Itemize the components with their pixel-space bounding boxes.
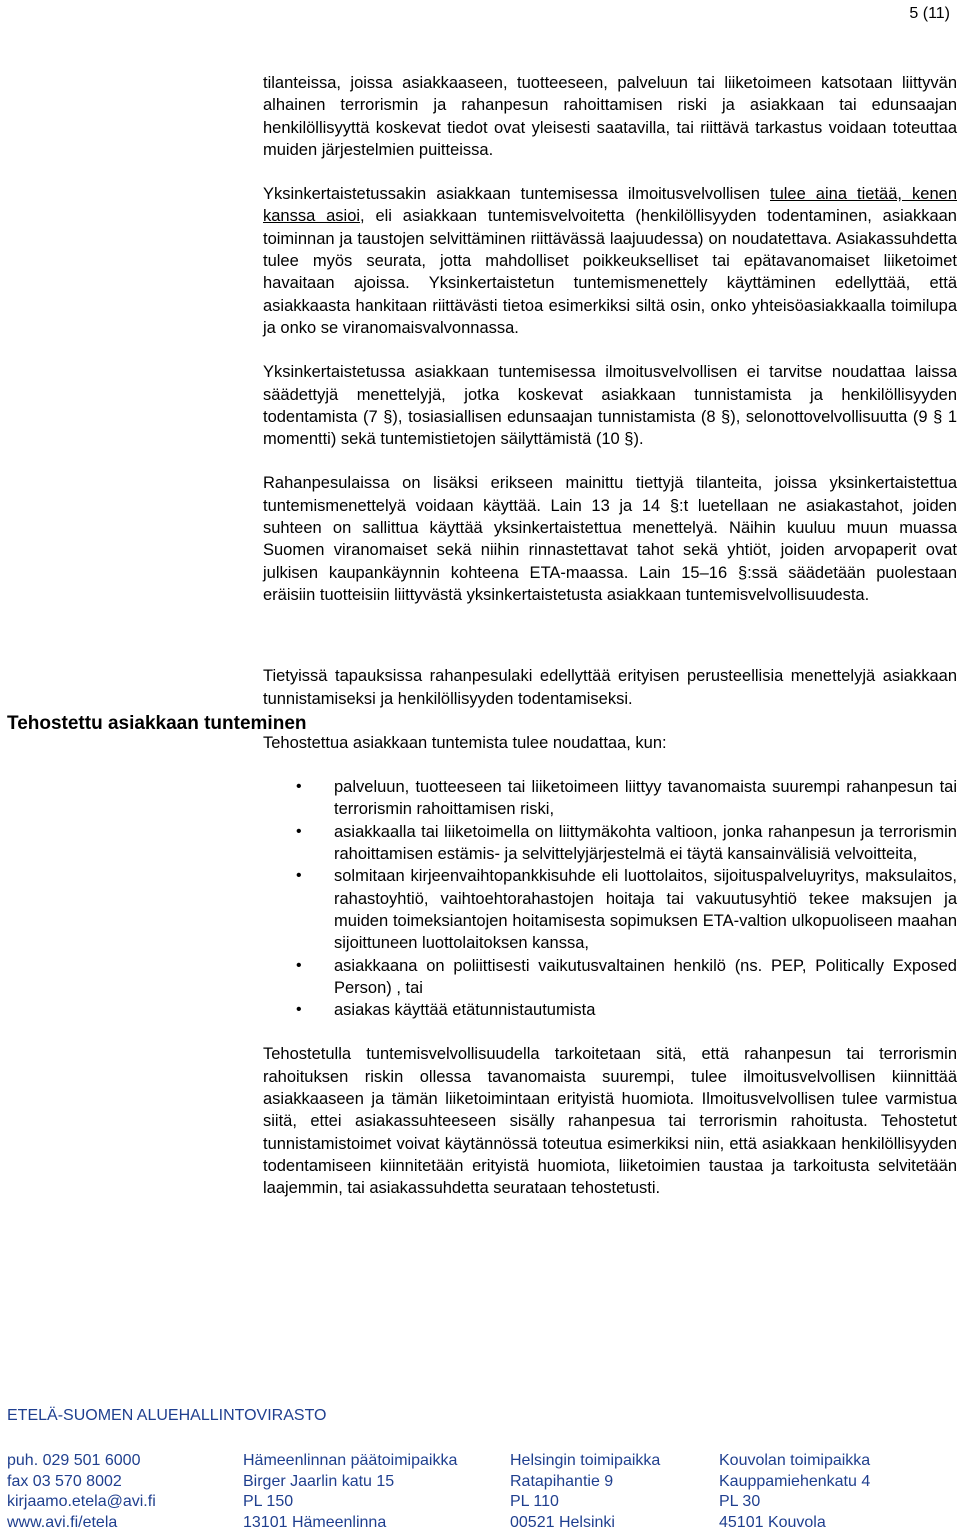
office-name: Hämeenlinnan päätoimipaikka	[243, 1452, 458, 1469]
footer-office-kouvola	[719, 1451, 870, 1534]
paragraph-text: , eli asiakkaan tuntemisvelvoitetta (henkilöllisyyden todentaminen, asiakkaan toiminnan ja taustojen selvittäminen riittävässä laajuudessa) on noudatettava. Asiakassuhdetta tulee myös seurata, jotta mahdolliset poikkeukselliset tai epätavanomaiset liiketoimet havaitaan ajoissa. Yksinkertaistetun tuntemismenettely käyttäminen edellyttää, että asiakkaasta hankitaan riittävästi tietoa esimerkiksi siltä osin, onko yhteisöasiakkaalla toimilupa ja onko se viranomaisvalvonnassa.	[263, 207, 957, 337]
agency-name: ETELÄ-SUOMEN ALUEHALLINTOVIRASTO	[7, 1407, 327, 1424]
footer-email-link[interactable]: kirjaamo.etela@avi.fi	[7, 1493, 156, 1511]
paragraph-enhanced-intro: Tietyissä tapauksissa rahanpesulaki edellyttää erityisen perusteellisia menettelyjä asiakkaan tunnistamiseksi ja henkilöllisyyden todentamiseksi.	[263, 667, 957, 708]
office-name: Kouvolan toimipaikka	[719, 1452, 871, 1469]
paragraph-simplified-due-diligence	[263, 183, 957, 339]
office-street: Kauppamiehenkatu 4	[719, 1472, 871, 1490]
office-street: Ratapihantie 9	[510, 1472, 614, 1490]
bullet-icon: •	[296, 867, 302, 885]
list-item	[263, 865, 957, 954]
office-postcode: 45101 Kouvola	[719, 1514, 826, 1532]
page-number: 5 (11)	[909, 5, 950, 22]
body-text	[263, 72, 957, 1199]
paragraph-enhanced-definition: Tehostetulla tuntemisvelvollisuudella tarkoitetaan sitä, että rahanpesun tai terrorismin rahoituksen riskin ollessa tavanomaista suurempi, tulee ilmoitusvelvollisen kiinnittää asiakkaaseen ja tämän liiketoimintaan erityistä huomiota. Ilmoitusvelvollisen tulee varmistua siitä, ettei asiakassuhteeseen sisälly rahanpesua tai terrorismin rahoitusta. Tehostetut tunnistamistoimet voivat käytännössä toteutua esimerkiksi niin, että asiakkaan henkilöllisyyden todentamiseen kiinnitetään erityistä huomiota, liiketoimien taustaa ja tarkoitusta selvitetään laajemmin, tai asiakassuhdetta seurataan tehostetusti.	[263, 1045, 957, 1198]
paragraph-exemptions: Yksinkertaistetussa asiakkaan tuntemisessa ilmoitusvelvollisen ei tarvitse noudattaa laissa säädettyjä menettelyjä, jotka koskevat asiakkaan tunnistamista ja henkilöllisyyden todentamista (7 §), tosiasiallisen edunsaajan tunnistamista (8 §), selonottovelvollisuutta (9 § 1 momentti) sekä tuntemistietojen säilyttämistä (10 §).	[263, 363, 957, 449]
footer-fax: fax 03 570 8002	[7, 1472, 122, 1490]
paragraph-low-risk-situations: tilanteissa, joissa asiakkaaseen, tuotteeseen, palveluun tai liiketoimeen katsotaan liittyvän alhainen terrorismin ja rahanpesun rahoittamisen riski ja asiakkaan tai edunsaajan henkilöllisyyttä koskevat tiedot ovat yleisesti saatavilla, tai riittävä tarkastus voidaan toteuttaa muiden järjestelmien puitteissa.	[263, 74, 957, 159]
enhanced-conditions-list	[263, 776, 957, 1021]
footer-office-helsinki	[510, 1451, 660, 1534]
underlined-phrase: tulee aina tietää, kenen kanssa asioi	[263, 185, 957, 226]
bullet-icon: •	[296, 778, 302, 796]
section-heading: Tehostettu asiakkaan tunteminen	[7, 713, 307, 734]
list-item	[263, 821, 957, 866]
office-name: Helsingin toimipaikka	[510, 1452, 661, 1469]
list-item	[263, 776, 957, 821]
bullet-icon: •	[296, 822, 302, 840]
office-postcode: 00521 Helsinki	[510, 1514, 615, 1532]
office-postcode: 13101 Hämeenlinna	[243, 1514, 387, 1532]
office-pobox: PL 110	[510, 1493, 559, 1511]
list-item-text: asiakkaana on poliittisesti vaikutusvaltainen henkilö (ns. PEP, Politically Exposed Person) , tai	[334, 956, 957, 997]
paragraph-enhanced-when: Tehostettua asiakkaan tuntemista tulee noudattaa, kun:	[263, 733, 667, 752]
list-item	[263, 955, 957, 1000]
footer-contact	[7, 1451, 156, 1534]
office-pobox: PL 30	[719, 1493, 761, 1511]
office-pobox: PL 150	[243, 1493, 294, 1511]
bullet-icon: •	[296, 956, 302, 974]
list-item-text: palveluun, tuotteeseen tai liiketoimeen liittyy tavanomaista suurempi rahanpesun tai terrorismin rahoittamisen riski,	[334, 778, 957, 819]
list-item-text: solmitaan kirjeenvaihtopankkisuhde eli luottolaitos, sijoituspalveluyritys, maksulaitos, rahastoyhtiö, vaihtoehtorahastojen hoitaja tai vakuutusyhtiö tekee maksujen ja muiden toimeksiantojen hoitamisesta sopimuksen ETA-valtion ulkopuoliseen maahan sijoittuneen luottolaitoksen kanssa,	[334, 867, 957, 953]
list-item-text: asiakkaalla tai liiketoimella on liittymäkohta valtioon, jonka rahanpesun ja terrorismin rahoittamisen estämis- ja selvittelyjärjestelmä ei täytä kansainvälisiä velvoitteita,	[334, 822, 957, 864]
footer-office-hameenlinna	[243, 1451, 457, 1534]
paragraph-text: Yksinkertaistetussakin asiakkaan tuntemisessa ilmoitusvelvollisen	[263, 185, 770, 204]
footer-phone: puh. 029 501 6000	[7, 1452, 141, 1469]
paragraph-law-situations: Rahanpesulaissa on lisäksi erikseen mainittu tiettyjä tilanteita, joissa yksinkertaistettua tuntemismenettelyä voidaan käyttää. Lain 13 ja 14 §:t luetellaan ne asiakastahot, joiden suhteen on sallittua käyttää yksinkertaistettua menettelyä. Näihin kuuluu muun muassa Suomen viranomaiset sekä niihin rinnastettavat tahot sekä yhtiöt, joiden arvopaperit ovat julkisen kaupankäynnin kohteena ETA-maassa. Lain 15–16 §:ssä säädetään puolestaan eräisiin tuotteisiin liittyvästä yksinkertaistetusta asiakkaan tuntemisvelvollisuudesta.	[263, 474, 957, 604]
office-street: Birger Jaarlin katu 15	[243, 1472, 395, 1490]
list-item-text: asiakas käyttää etätunnistautumista	[334, 1001, 596, 1020]
bullet-icon: •	[296, 1001, 302, 1019]
footer-website-link[interactable]: www.avi.fi/etela	[7, 1514, 118, 1532]
list-item	[263, 999, 957, 1021]
